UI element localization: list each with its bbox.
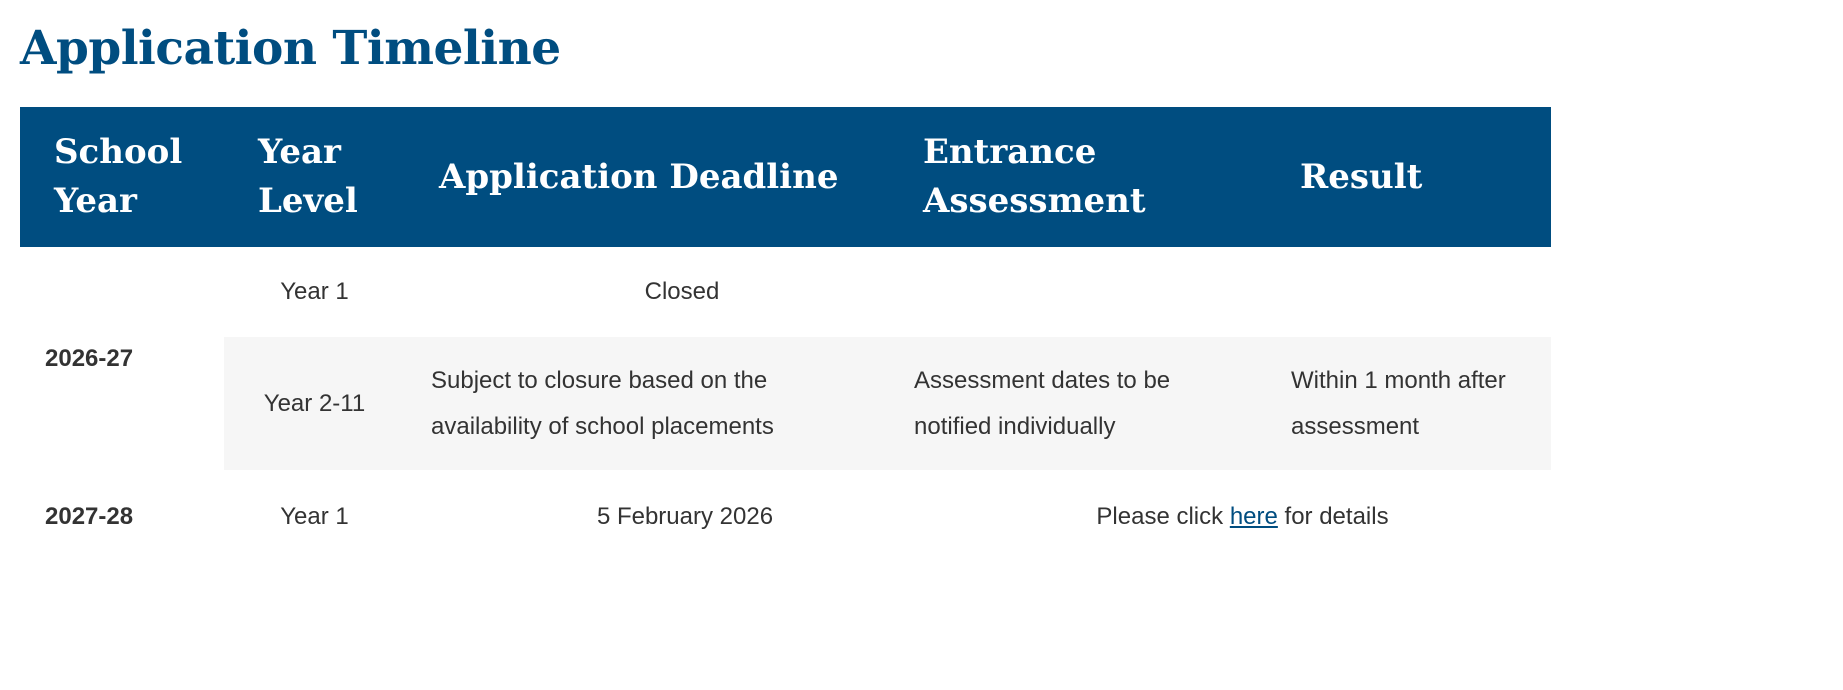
deadline-cell (405, 337, 889, 470)
deadline-cell (405, 247, 889, 337)
details-suffix: for details (1277, 503, 1389, 530)
school-year-value: 2027-28 (45, 503, 134, 530)
assessment-line-1: Assessment dates to be (914, 366, 1171, 394)
assessment-cell (889, 247, 1266, 337)
table-row (20, 247, 1551, 337)
assessment-cell (889, 337, 1266, 470)
result-cell (1266, 337, 1551, 470)
year-level-cell (224, 247, 405, 337)
application-timeline-table (20, 107, 1551, 564)
year-level-cell (224, 337, 405, 470)
header-application-deadline-label: Application Deadline (439, 156, 839, 197)
header-school-year (20, 107, 224, 247)
header-entrance-assessment-line-2: Assessment (923, 181, 1146, 221)
assessment-line-2: notified individually (914, 412, 1116, 440)
details-here-link[interactable]: here (1229, 503, 1278, 530)
deadline-line-2: availability of school placements (431, 412, 774, 440)
header-result (1266, 107, 1551, 247)
page-title: Application Timeline (20, 21, 561, 76)
header-entrance-assessment (889, 107, 1266, 247)
table-row (20, 470, 1551, 564)
header-year-level (224, 107, 405, 247)
school-year-cell (20, 247, 224, 470)
table-header-row (20, 107, 1551, 247)
result-line-2: assessment (1291, 412, 1420, 440)
header-school-year-line-1: School (54, 132, 183, 172)
result-line-1: Within 1 month after (1291, 366, 1506, 394)
header-result-label: Result (1300, 156, 1423, 197)
result-cell (1266, 247, 1551, 337)
header-year-level-line-1: Year (258, 132, 341, 172)
year-level-value: Year 2-11 (263, 389, 366, 417)
school-year-value: 2026-27 (45, 344, 134, 372)
details-cell (889, 470, 1551, 564)
deadline-value: Closed (644, 278, 720, 305)
year-level-value: Year 1 (280, 278, 349, 305)
table-row (20, 337, 1551, 470)
year-level-value: Year 1 (280, 503, 349, 530)
header-application-deadline (405, 107, 889, 247)
deadline-line-1: Subject to closure based on the (431, 366, 768, 394)
deadline-value: 5 February 2026 (596, 503, 774, 530)
header-year-level-line-2: Level (258, 181, 358, 221)
header-school-year-line-2: Year (54, 181, 137, 221)
header-entrance-assessment-line-1: Entrance (923, 132, 1097, 172)
deadline-cell (405, 470, 889, 564)
year-level-cell (224, 470, 405, 564)
school-year-cell (20, 470, 224, 564)
details-prefix: Please click (1096, 503, 1230, 530)
